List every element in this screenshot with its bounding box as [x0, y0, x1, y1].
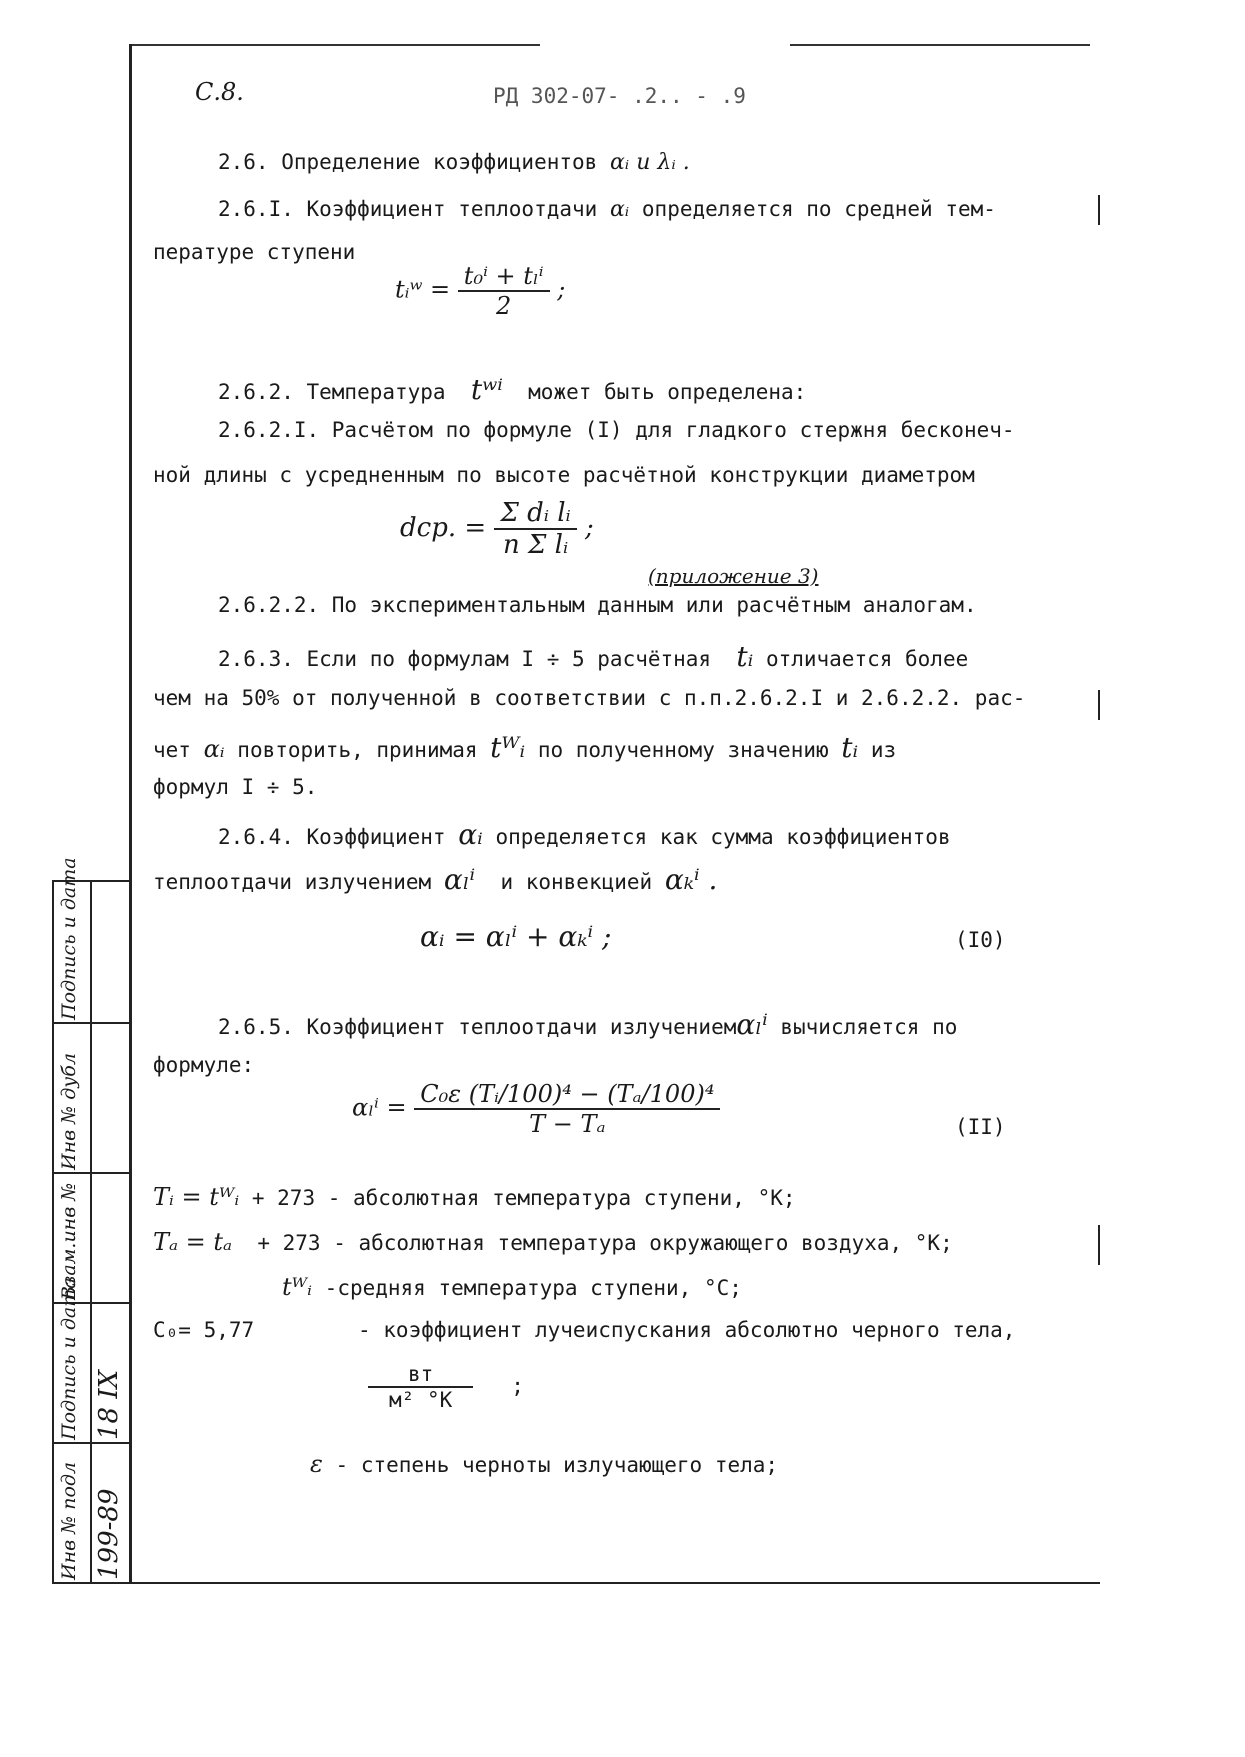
- text: -средняя температура ступени, °C;: [324, 1276, 742, 1300]
- formula-dcp: [400, 498, 594, 560]
- text: теплоотдачи излучением: [153, 870, 432, 894]
- text: формуле:: [153, 1053, 255, 1077]
- handwritten-annotation: (приложение 3): [648, 564, 819, 588]
- symbol: C₀= 5,77: [153, 1318, 255, 1342]
- text: 2.6.I. Коэффициент теплоотдачи: [218, 197, 598, 221]
- symbol: αₖⁱ .: [664, 863, 718, 896]
- text: чет: [153, 738, 191, 762]
- symbol: tᵂᵢ: [490, 731, 526, 764]
- symbol: αᵢ: [609, 197, 630, 222]
- f-num: Σ dᵢ lᵢ: [494, 498, 576, 530]
- text: по полученному значению: [537, 738, 829, 762]
- formula-10: αᵢ = αₗⁱ + αₖⁱ ;: [420, 920, 612, 953]
- text: пературе ступени: [153, 240, 356, 264]
- f-den: n Σ lᵢ: [503, 530, 569, 560]
- text: определяется как сумма коэффициентов: [495, 825, 951, 849]
- f-num: t₀ⁱ + tₗⁱ: [458, 262, 550, 292]
- f-den: 2: [496, 292, 512, 320]
- text: 2.6.4. Коэффициент: [218, 825, 446, 849]
- symbol: αₗⁱ: [736, 1008, 768, 1041]
- stamp-value: 199-89: [94, 1488, 124, 1580]
- text: отличается более: [765, 647, 969, 671]
- text: + 273 - абсолютная температура ступени, °K;: [251, 1186, 796, 1210]
- text: вычисляется по: [780, 1015, 958, 1039]
- text: + 273 - абсолютная температура окружающего воздуха, °K;: [257, 1231, 953, 1255]
- approval-stamp: [52, 857, 132, 1584]
- text: может быть определена:: [528, 380, 807, 404]
- text: ной длины с усредненным по высоте расчётной конструкции диаметром: [153, 463, 975, 487]
- formula-number: (II): [955, 1115, 1006, 1139]
- symbol: Tᵢ = tᵂᵢ: [153, 1183, 240, 1211]
- unit-num: вт: [368, 1362, 473, 1388]
- symbol: tᵂᵢ: [282, 1273, 313, 1301]
- text: 2.6.5. Коэффициент теплоотдачи излучением: [218, 1015, 737, 1039]
- stamp-label: Подпись и дата: [58, 1277, 80, 1440]
- symbol: tᵢ: [841, 731, 859, 764]
- formula-tw: [395, 262, 565, 320]
- text: из: [870, 738, 897, 762]
- text: 2.6.2.I. Расчётом по формуле (I) для гладкого стержня бесконеч-: [218, 418, 1015, 442]
- text: - степень черноты излучающего тела;: [335, 1453, 779, 1477]
- sheet-mark: С.8.: [195, 78, 244, 106]
- unit-den: м² °K: [389, 1388, 453, 1412]
- formula-number: (I0): [955, 928, 1006, 952]
- section-2-6: 2.6. Определение коэффициентов: [218, 150, 598, 174]
- symbol: αᵢ: [203, 735, 225, 763]
- symbol: ε: [310, 1450, 323, 1478]
- formula-11: [352, 1080, 720, 1138]
- f-num: C₀ε (Tᵢ/100)⁴ − (Tₐ/100)⁴: [414, 1080, 720, 1110]
- text: определяется по средней тем-: [641, 197, 996, 221]
- text: 2.6.2. Температура: [218, 380, 446, 404]
- stamp-label: Подпись и дата: [58, 857, 80, 1020]
- text: формул I ÷ 5.: [153, 775, 318, 799]
- unit-fraction: [368, 1362, 524, 1412]
- stamp-value: 18 IX: [94, 1369, 124, 1440]
- symbol: αₗⁱ: [443, 863, 476, 896]
- text: чем на 50% от полученной в соответствии с п.п.2.6.2.I и 2.6.2.2. рас-: [153, 686, 1026, 710]
- f-den: T − Tₐ: [529, 1110, 606, 1138]
- document-code: РД 302-07- .2.. - .9: [493, 84, 746, 108]
- f-lhs: tᵢʷ =: [395, 275, 451, 304]
- unit-end: ;: [511, 1374, 524, 1398]
- symbol: tʷⁱ: [470, 373, 503, 406]
- symbol: Tₐ = tₐ: [153, 1228, 233, 1256]
- symbol: tᵢ: [736, 640, 754, 673]
- symbol: αᵢ и λᵢ .: [609, 150, 690, 175]
- text: 2.6.3. Если по формулам I ÷ 5 расчётная: [218, 647, 712, 671]
- f-lhs: αₗⁱ =: [352, 1093, 407, 1122]
- stamp-label: Взам.инв №: [58, 1182, 80, 1300]
- f-end: ;: [585, 513, 594, 543]
- text: 2.6.2.2. По экспериментальным данным или расчётным аналогам.: [218, 593, 977, 617]
- f-lhs: dср. =: [400, 513, 487, 543]
- text: повторить, принимая: [237, 738, 478, 762]
- f-end: ;: [557, 275, 566, 304]
- symbol: αᵢ: [458, 818, 483, 851]
- text: - коэффициент лучеиспускания абсолютно черного тела,: [358, 1318, 1016, 1342]
- stamp-label: Инв № подл: [58, 1461, 80, 1580]
- stamp-label: Инв № дубл: [58, 1053, 80, 1170]
- text: и конвекцией: [500, 870, 653, 894]
